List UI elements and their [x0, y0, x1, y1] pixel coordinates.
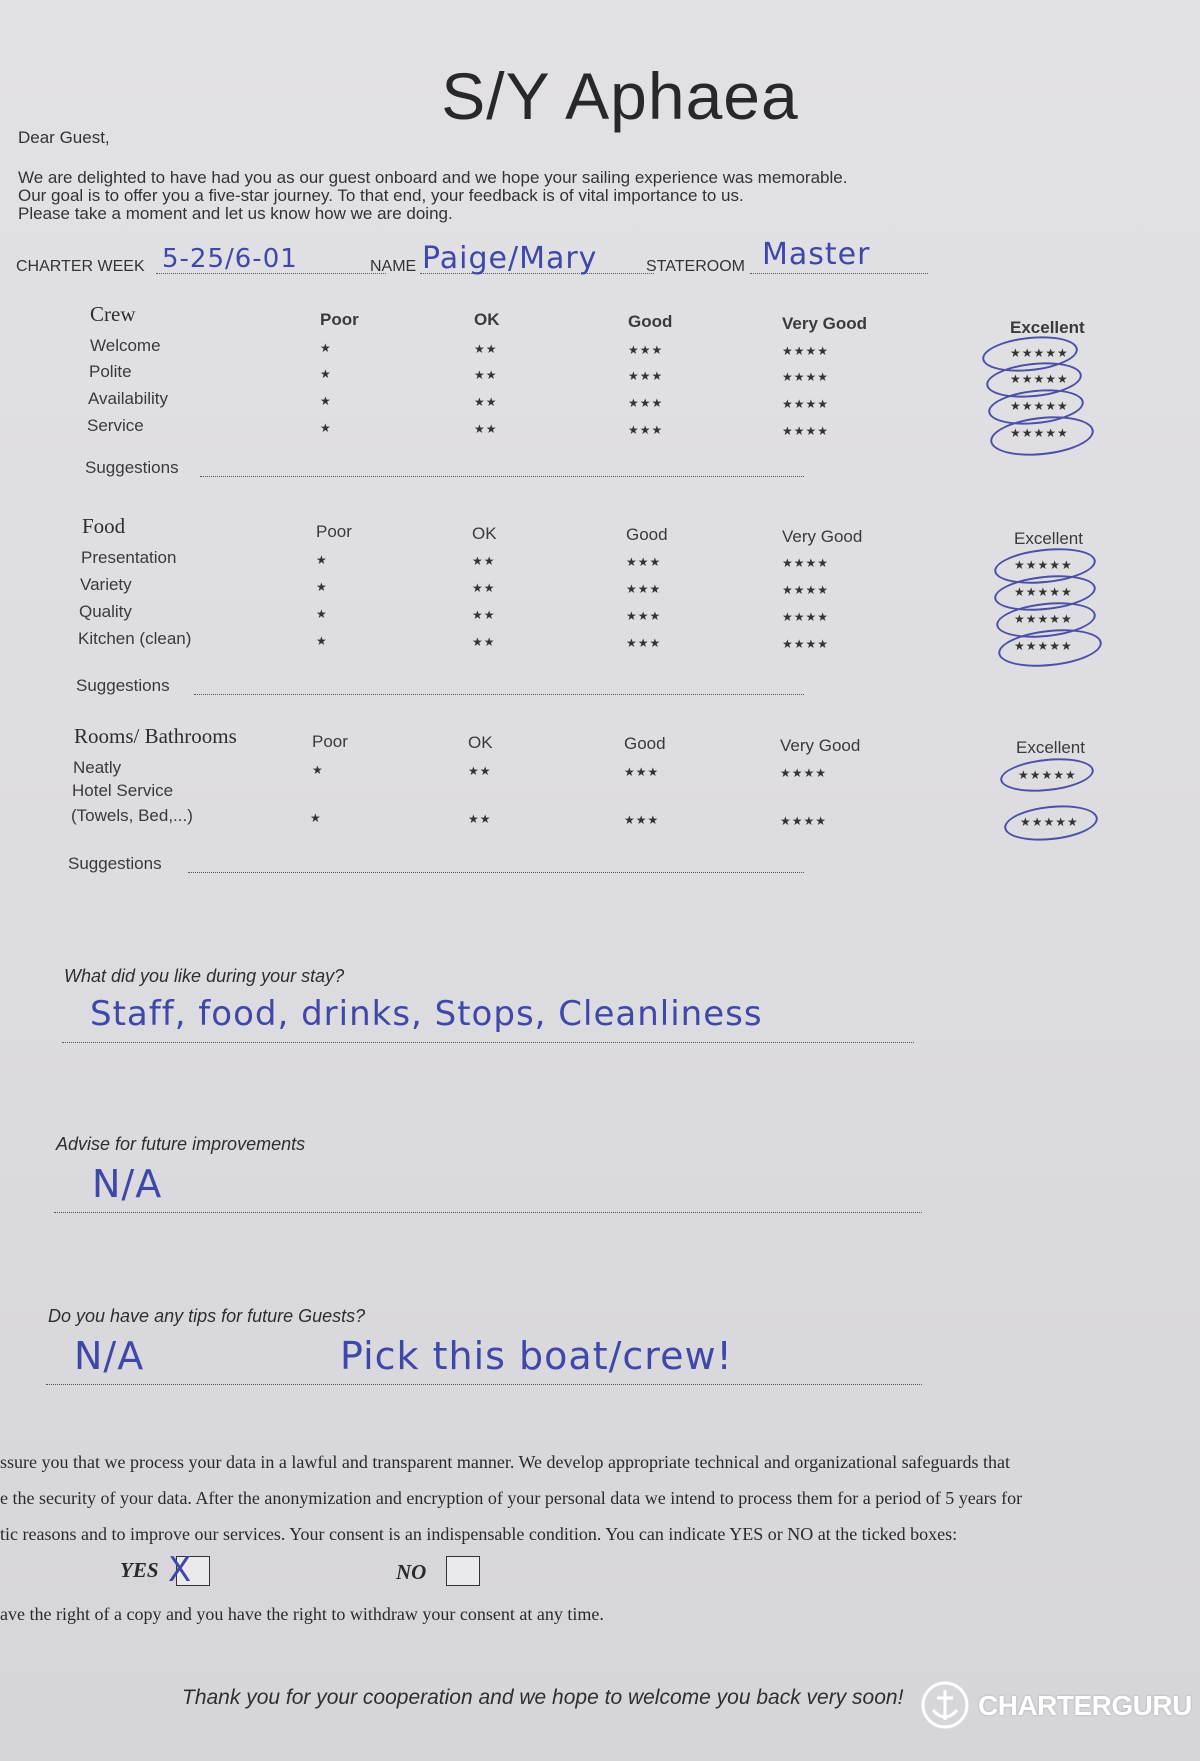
- rating-poor[interactable]: ★: [320, 367, 332, 381]
- section-title-rooms: Rooms/ Bathrooms: [74, 724, 237, 748]
- rating-very-good[interactable]: ★★★★: [782, 370, 830, 384]
- thanks-message: Thank you for your cooperation and we hope to welcome you back very soon!: [182, 1686, 904, 1709]
- rating-poor[interactable]: ★: [316, 553, 328, 567]
- col-ok: OK: [474, 310, 500, 329]
- rating-poor[interactable]: ★: [320, 421, 332, 435]
- rating-excellent[interactable]: ★★★★★: [1014, 585, 1073, 599]
- rights-line: ave the right of a copy and you have the right to withdraw your consent at any time.: [0, 1604, 604, 1624]
- rating-excellent[interactable]: ★★★★★: [1010, 346, 1069, 360]
- question-tips-label: Do you have any tips for future Guests?: [48, 1306, 366, 1326]
- col-very-good: Very Good: [780, 736, 861, 755]
- row-label-variety: Variety: [80, 575, 132, 594]
- question-tips-line: [46, 1384, 922, 1385]
- rating-ok[interactable]: ★★: [472, 635, 496, 649]
- rating-very-good[interactable]: ★★★★: [780, 814, 828, 828]
- col-good: Good: [624, 734, 666, 753]
- rooms-suggestions-field[interactable]: [188, 872, 804, 873]
- rating-excellent[interactable]: ★★★★★: [1020, 815, 1079, 829]
- rating-poor[interactable]: ★: [320, 341, 332, 355]
- rating-good[interactable]: ★★★: [628, 369, 664, 383]
- rating-very-good[interactable]: ★★★★: [782, 556, 830, 570]
- question-improvements-label: Advise for future improvements: [56, 1134, 306, 1154]
- row-label-availability: Availability: [88, 389, 169, 408]
- rating-very-good[interactable]: ★★★★: [782, 424, 830, 438]
- stateroom-label: STATEROOM: [646, 258, 745, 275]
- row-label-service: Service: [87, 416, 144, 435]
- col-excellent: Excellent: [1010, 318, 1085, 337]
- rating-poor[interactable]: ★: [312, 763, 324, 777]
- rating-good[interactable]: ★★★: [624, 813, 660, 827]
- rating-very-good[interactable]: ★★★★: [782, 397, 830, 411]
- col-poor: Poor: [316, 522, 352, 541]
- row-label-hotel-service: Hotel Service: [72, 781, 174, 800]
- watermark-text: CHARTERGURU: [978, 1690, 1192, 1721]
- question-liked-line: [62, 1042, 914, 1043]
- stateroom-field[interactable]: Master: [762, 237, 871, 272]
- legal-line-1: ssure you that we process your data in a lawful and transparent manner. We develop appropriate technical and organizational safeguards that: [0, 1452, 1011, 1472]
- question-improvements-line: [54, 1212, 922, 1213]
- charter-week-field[interactable]: 5-25/6-01: [162, 244, 298, 274]
- crew-suggestions-label: Suggestions: [85, 458, 179, 477]
- col-poor: Poor: [320, 310, 359, 329]
- consent-yes-mark: X: [168, 1550, 192, 1590]
- row-label-towels-bed: (Towels, Bed,...): [71, 806, 193, 825]
- rating-excellent[interactable]: ★★★★★: [1014, 612, 1073, 626]
- rating-good[interactable]: ★★★: [626, 555, 662, 569]
- greeting: Dear Guest,: [18, 128, 110, 147]
- name-label: NAME: [370, 258, 417, 275]
- row-label-polite: Polite: [89, 362, 132, 381]
- col-good: Good: [626, 525, 668, 544]
- consent-yes-label: YES: [120, 1558, 159, 1582]
- col-poor: Poor: [312, 732, 348, 751]
- name-field[interactable]: Paige/Mary: [422, 241, 598, 276]
- rating-ok[interactable]: ★★: [472, 608, 496, 622]
- rating-ok[interactable]: ★★: [468, 764, 492, 778]
- col-ok: OK: [472, 524, 497, 543]
- anchor-icon: [920, 1680, 970, 1730]
- rating-excellent[interactable]: ★★★★★: [1010, 399, 1069, 413]
- rooms-suggestions-label: Suggestions: [68, 854, 162, 873]
- rating-ok[interactable]: ★★: [472, 554, 496, 568]
- rating-very-good[interactable]: ★★★★: [782, 610, 830, 624]
- row-label-quality: Quality: [79, 602, 132, 621]
- rating-good[interactable]: ★★★: [628, 396, 664, 410]
- rating-poor[interactable]: ★: [316, 607, 328, 621]
- rating-excellent[interactable]: ★★★★★: [1010, 372, 1069, 386]
- rating-very-good[interactable]: ★★★★: [782, 344, 830, 358]
- consent-no-label: NO: [396, 1560, 427, 1584]
- intro-line-3: Please take a moment and let us know how we are doing.: [18, 204, 453, 223]
- stateroom-line: [750, 273, 928, 274]
- rating-poor[interactable]: ★: [320, 394, 332, 408]
- rating-ok[interactable]: ★★: [474, 395, 498, 409]
- question-improvements-answer[interactable]: N/A: [92, 1162, 163, 1206]
- yacht-title: S/Y Aphaea: [441, 59, 799, 133]
- row-label-welcome: Welcome: [90, 336, 161, 355]
- rating-good[interactable]: ★★★: [626, 582, 662, 596]
- intro-line-1: We are delighted to have had you as our guest onboard and we hope your sailing experience was memorable.: [18, 168, 848, 187]
- rating-ok[interactable]: ★★: [474, 368, 498, 382]
- food-suggestions-field[interactable]: [194, 694, 804, 695]
- section-title-crew: Crew: [90, 302, 136, 326]
- row-label-kitchen: Kitchen (clean): [78, 629, 192, 648]
- rating-excellent[interactable]: ★★★★★: [1018, 768, 1077, 782]
- question-tips-answer-2[interactable]: Pick this boat/crew!: [340, 1334, 733, 1378]
- selection-circle: [1002, 801, 1099, 845]
- rating-excellent[interactable]: ★★★★★: [1010, 426, 1069, 440]
- question-tips-answer[interactable]: N/A: [74, 1334, 145, 1378]
- selection-circle: [999, 754, 1096, 796]
- rating-excellent[interactable]: ★★★★★: [1014, 639, 1073, 653]
- charterguru-watermark: [920, 1680, 1192, 1730]
- rating-good[interactable]: ★★★: [626, 609, 662, 623]
- rating-ok[interactable]: ★★: [468, 812, 492, 826]
- rating-poor[interactable]: ★: [316, 580, 328, 594]
- rating-good[interactable]: ★★★: [624, 765, 660, 779]
- rating-good[interactable]: ★★★: [626, 636, 662, 650]
- rating-ok[interactable]: ★★: [474, 342, 498, 356]
- rating-good[interactable]: ★★★: [628, 343, 664, 357]
- col-excellent: Excellent: [1014, 529, 1083, 548]
- rating-ok[interactable]: ★★: [472, 581, 496, 595]
- rating-very-good[interactable]: ★★★★: [780, 766, 828, 780]
- row-label-presentation: Presentation: [81, 548, 177, 567]
- col-very-good: Very Good: [782, 314, 868, 333]
- legal-line-2: e the security of your data. After the anonymization and encryption of your personal data we intend to process them for a period of 5 years for: [0, 1488, 1023, 1508]
- row-label-neatly: Neatly: [73, 758, 122, 777]
- crew-suggestions-field[interactable]: [200, 476, 804, 477]
- col-excellent: Excellent: [1016, 738, 1085, 757]
- charter-details-row: [16, 237, 936, 278]
- rating-very-good[interactable]: ★★★★: [782, 583, 830, 597]
- rating-ok[interactable]: ★★: [474, 422, 498, 436]
- legal-line-3: tic reasons and to improve our services. Your consent is an indispensable condition. You can indicate YES or NO at the ticked boxes:: [0, 1524, 958, 1544]
- consent-no-checkbox[interactable]: [446, 1556, 480, 1586]
- question-liked-label: What did you like during your stay?: [64, 966, 345, 986]
- rating-excellent[interactable]: ★★★★★: [1014, 558, 1073, 572]
- section-title-food: Food: [82, 514, 126, 538]
- rating-very-good[interactable]: ★★★★: [782, 637, 830, 651]
- col-good: Good: [628, 312, 673, 331]
- rating-poor[interactable]: ★: [310, 811, 322, 825]
- col-very-good: Very Good: [782, 527, 863, 546]
- charter-week-label: CHARTER WEEK: [16, 258, 145, 275]
- intro-line-2: Our goal is to offer you a five-star journey. To that end, your feedback is of vital importance to us.: [18, 186, 744, 205]
- rating-poor[interactable]: ★: [316, 634, 328, 648]
- question-liked-answer[interactable]: Staff, food, drinks, Stops, Cleanliness: [90, 994, 763, 1034]
- rating-good[interactable]: ★★★: [628, 423, 664, 437]
- food-suggestions-label: Suggestions: [76, 676, 170, 695]
- col-ok: OK: [468, 733, 493, 752]
